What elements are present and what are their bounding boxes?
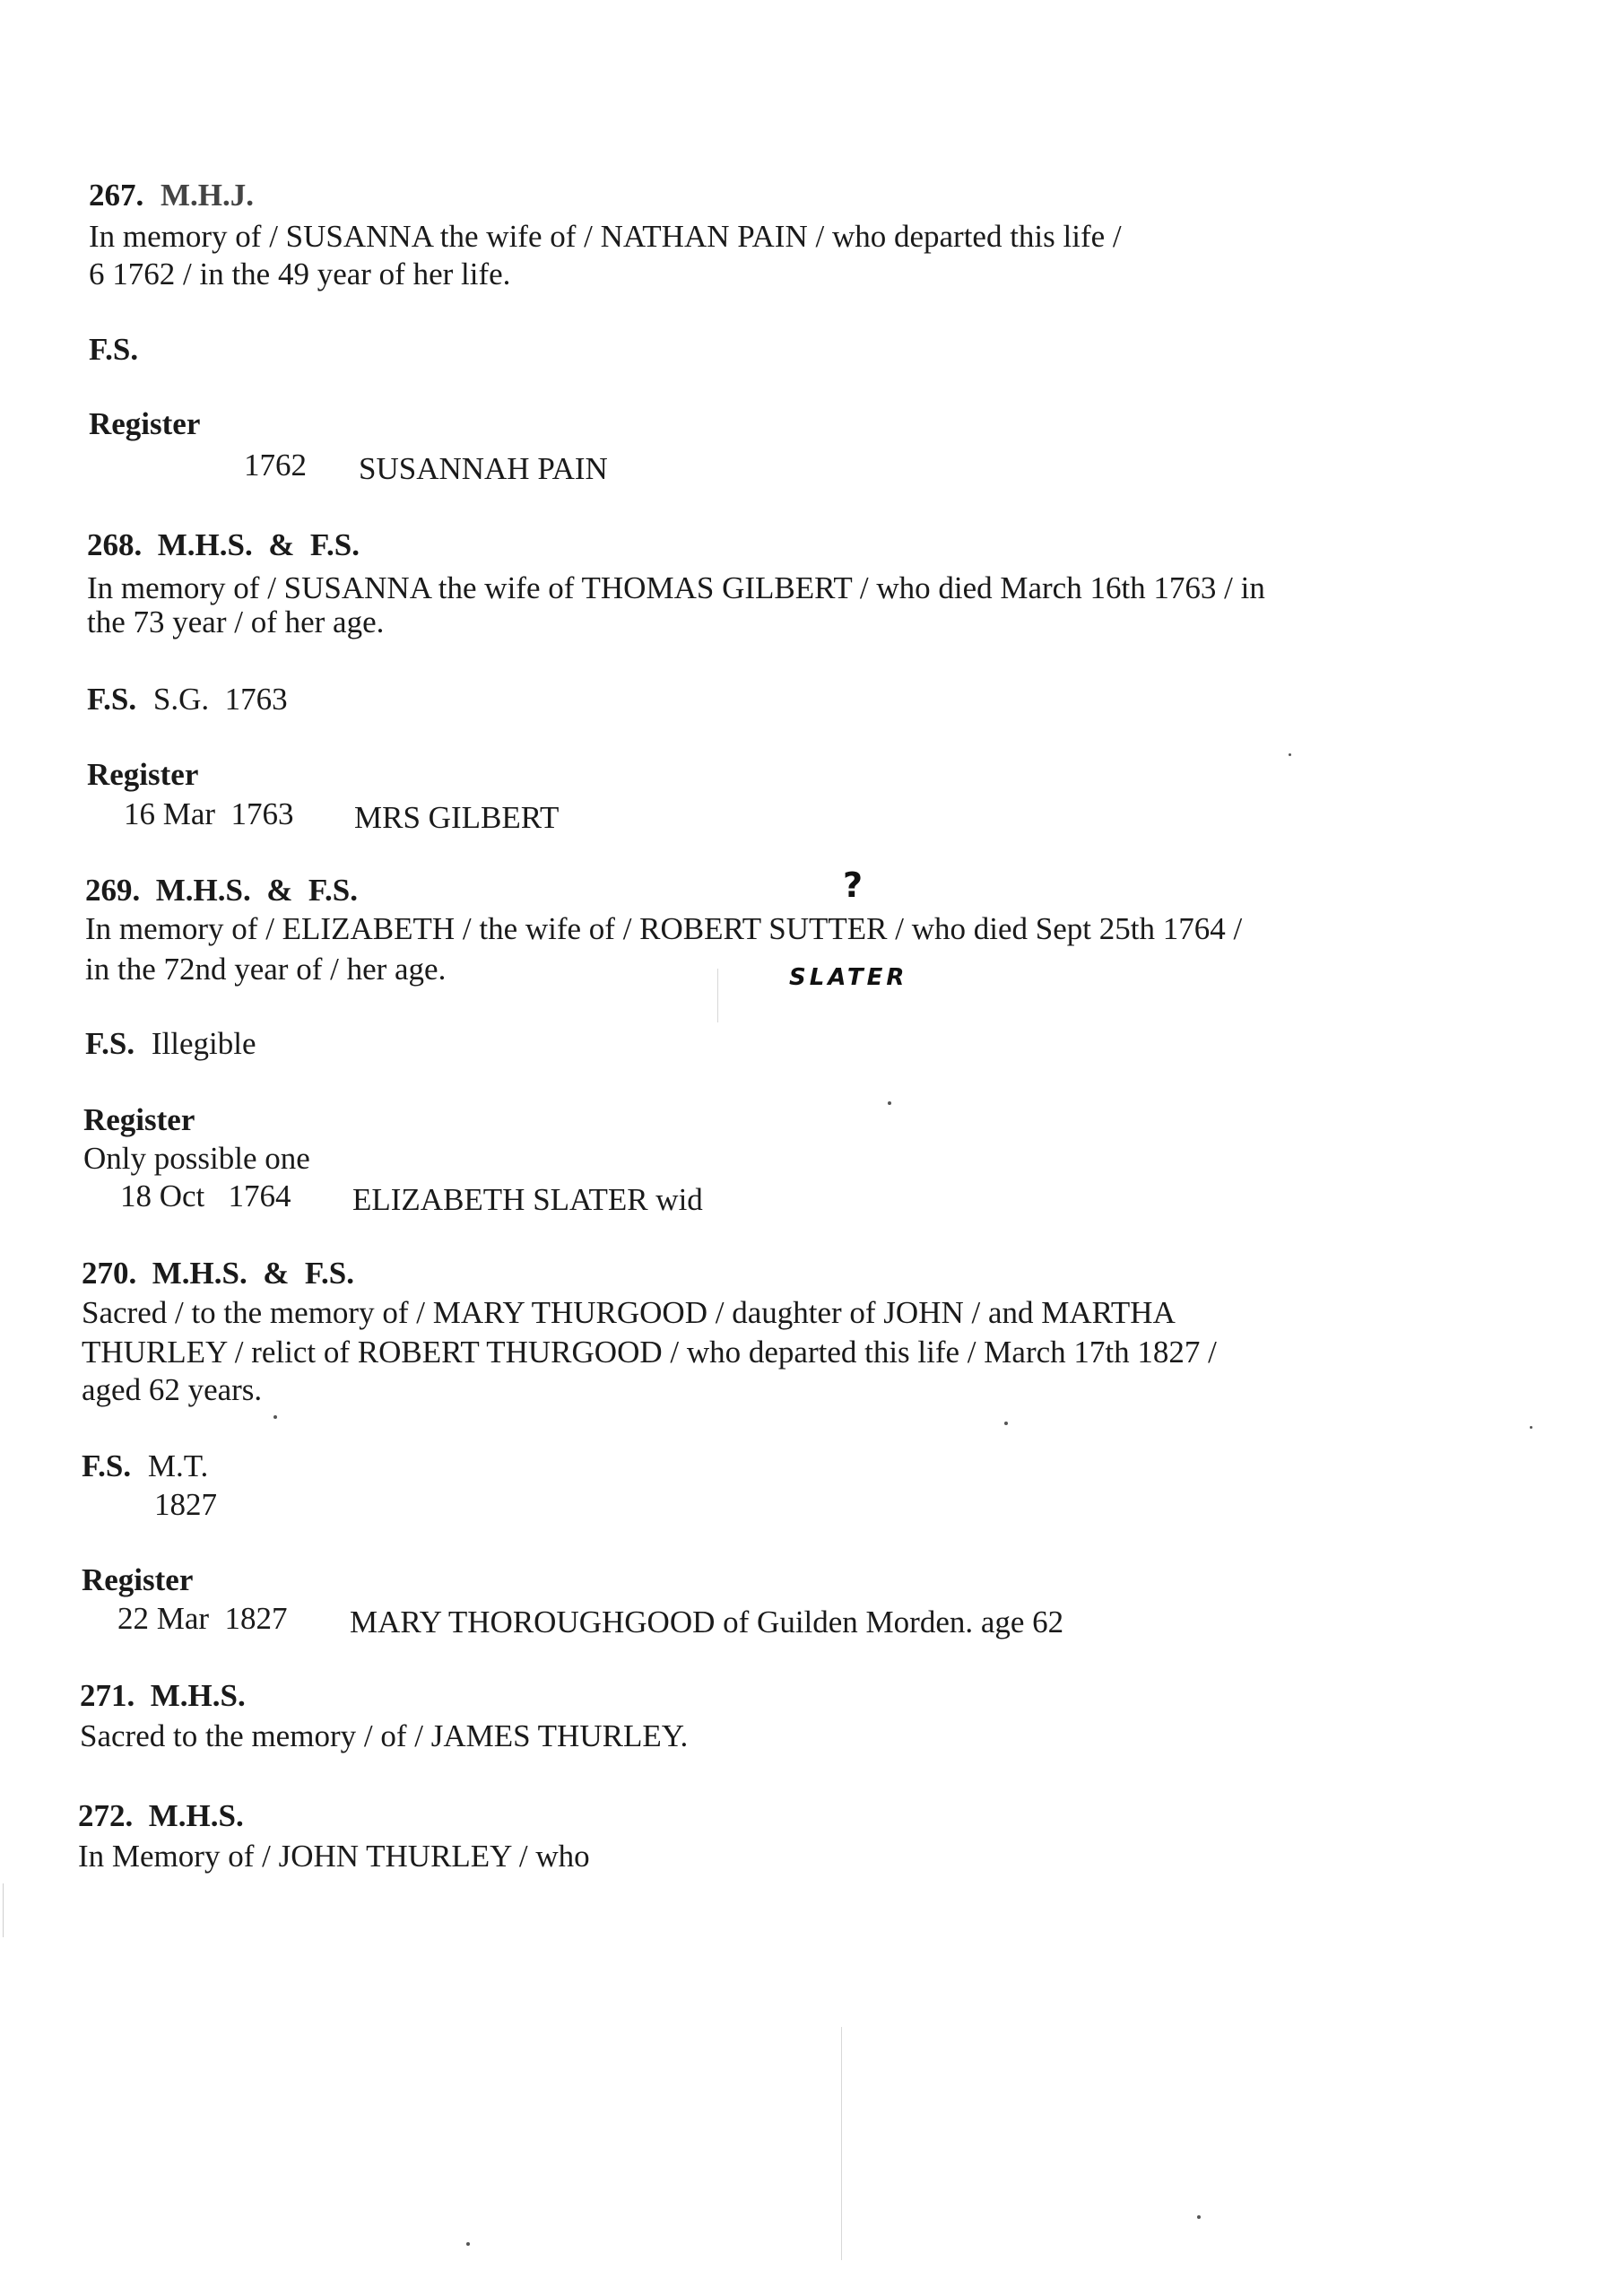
- scan-speck: [466, 2242, 470, 2246]
- entry-267-heading: [89, 179, 254, 211]
- scan-speck: [273, 1415, 277, 1419]
- entry-268-inscription-line-2: the 73 year / of her age.: [87, 604, 385, 639]
- scan-line: [717, 969, 718, 1022]
- entry-268-fs-value: S.G. 1763: [152, 682, 288, 717]
- entry-269-fs-label: F.S.: [85, 1026, 135, 1061]
- scan-line: [3, 1883, 4, 1937]
- entry-269-handwritten-question-mark: ?: [843, 865, 864, 905]
- entry-272-heading: 272. M.H.S.: [78, 1798, 244, 1833]
- entry-270-inscription-line-2: THURLEY / relict of ROBERT THURGOOD / who departed this life / March 17th 1827 /: [82, 1335, 1217, 1370]
- entry-270-fs-value-2: 1827: [154, 1487, 217, 1522]
- entry-270-fs-value-1: M.T.: [147, 1448, 209, 1483]
- entry-269-register-label: Register: [83, 1102, 195, 1137]
- entry-268-inscription-line-1: In memory of / SUSANNA the wife of THOMAS GILBERT / who died March 16th 1763 / in: [87, 570, 1265, 605]
- scan-speck: [1289, 753, 1291, 756]
- entry-269-fs: [85, 1028, 256, 1059]
- entry-270-register-date: 22 Mar 1827: [117, 1601, 288, 1636]
- entry-269-handwritten-note: SLATER: [789, 964, 908, 991]
- entry-269-register-name: ELIZABETH SLATER wid: [352, 1182, 703, 1217]
- entry-267-register-label: Register: [89, 406, 201, 441]
- entry-269-inscription-line-2: in the 72nd year of / her age.: [85, 952, 447, 987]
- entry-271-heading: 271. M.H.S.: [80, 1678, 246, 1713]
- entry-270-register-label: Register: [82, 1562, 194, 1597]
- entry-268-fs-label: F.S.: [87, 682, 137, 717]
- scan-speck: [1197, 2215, 1201, 2219]
- entry-267-inscription-line-1: In memory of / SUSANNA the wife of / NATHAN PAIN / who departed this life /: [89, 219, 1122, 254]
- scan-speck: [1530, 1426, 1532, 1429]
- entry-270-inscription-line-1: Sacred / to the memory of / MARY THURGOOD / daughter of JOHN / and MARTHA: [82, 1295, 1176, 1330]
- scan-speck: [888, 1101, 891, 1105]
- entry-268-register-label: Register: [87, 757, 199, 792]
- entry-268-register-date: 16 Mar 1763: [124, 796, 294, 831]
- entry-267-inscription-line-2: 6 1762 / in the 49 year of her life.: [89, 257, 511, 291]
- entry-270-inscription-line-3: aged 62 years.: [82, 1372, 263, 1407]
- entry-268-register-name: MRS GILBERT: [354, 800, 560, 835]
- entry-267-number: 267.: [89, 178, 144, 213]
- entry-271-inscription-line-1: Sacred to the memory / of / JAMES THURLEY.: [80, 1718, 689, 1753]
- entry-267-register-name: SUSANNAH PAIN: [359, 451, 608, 486]
- entry-269-register-note: Only possible one: [83, 1141, 310, 1176]
- entry-270-fs-label: F.S.: [82, 1448, 132, 1483]
- entry-268-fs: [87, 683, 288, 715]
- entry-270-heading: 270. M.H.S. & F.S.: [82, 1256, 355, 1291]
- entry-268-heading: 268. M.H.S. & F.S.: [87, 527, 360, 562]
- scan-line: [841, 2027, 842, 2260]
- entry-270-fs: [82, 1450, 208, 1482]
- entry-270-register-name: MARY THOROUGHGOOD of Guilden Morden. age 62: [350, 1605, 1064, 1639]
- entry-272-inscription-line-1: In Memory of / JOHN THURLEY / who: [78, 1839, 590, 1874]
- entry-267-code: M.H.J.: [161, 178, 255, 213]
- entry-269-inscription-line-1: In memory of / ELIZABETH / the wife of / ROBERT SUTTER / who died Sept 25th 1764 /: [85, 911, 1243, 946]
- entry-269-fs-value: Illegible: [151, 1026, 256, 1061]
- entry-267-register-date: 1762: [244, 448, 307, 483]
- scan-speck: [1004, 1422, 1008, 1425]
- entry-267-fs-label: F.S.: [89, 332, 139, 367]
- entry-269-heading: 269. M.H.S. & F.S.: [85, 873, 359, 908]
- entry-269-register-date: 18 Oct 1764: [120, 1178, 291, 1213]
